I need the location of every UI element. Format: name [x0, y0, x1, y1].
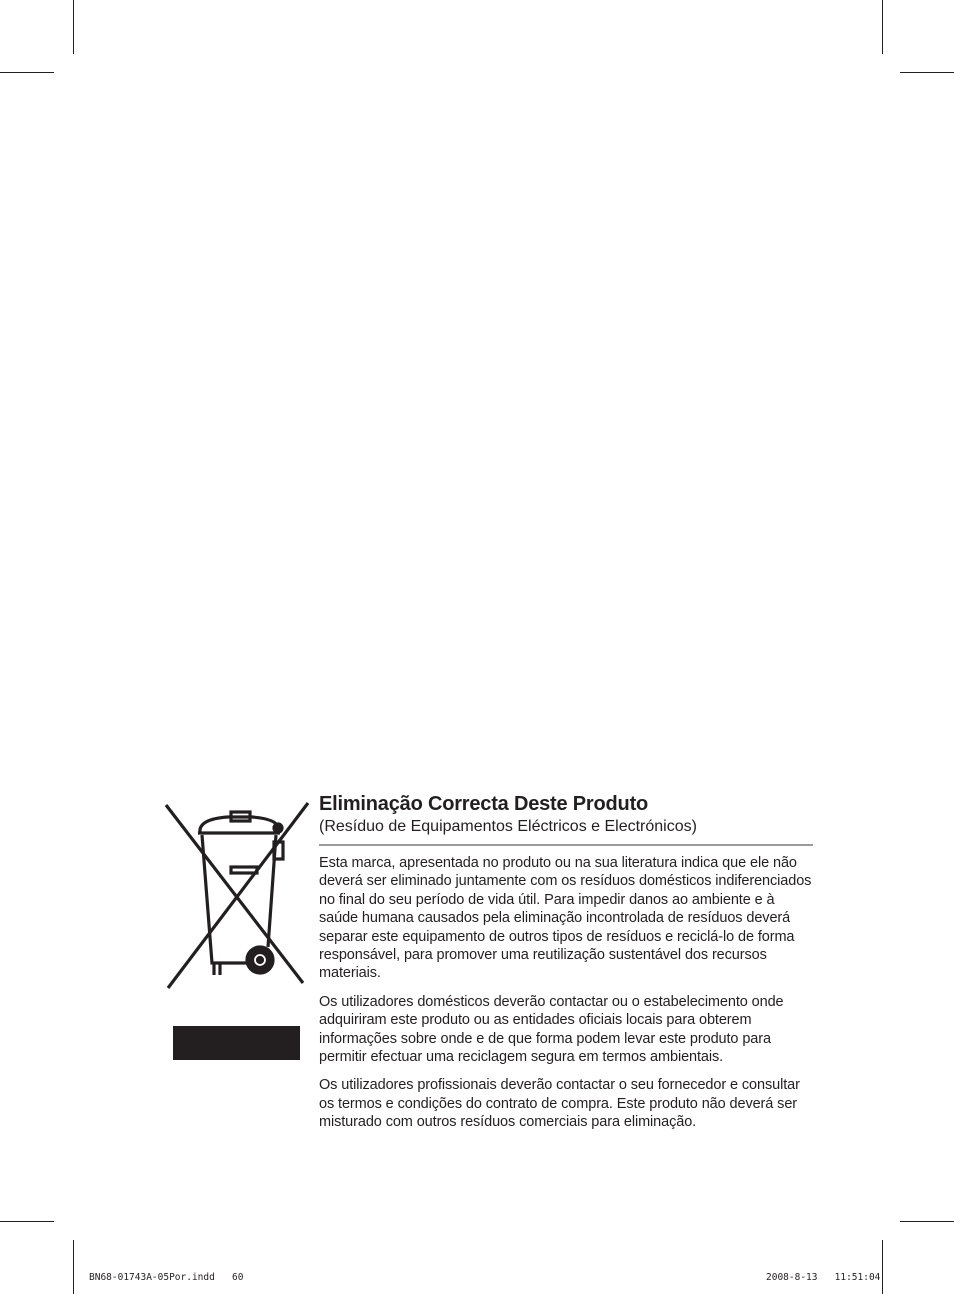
crop-mark [73, 0, 74, 54]
black-bar [173, 1026, 300, 1060]
slug-filename: BN68-01743A-05Por.indd 60 [89, 1272, 244, 1283]
disposal-notice [319, 792, 813, 1132]
notice-subtitle: (Resíduo de Equipamentos Eléctricos e Electrónicos) [319, 818, 697, 835]
notice-title: Eliminação Correcta Deste Produto [319, 793, 649, 815]
crop-mark [882, 0, 883, 54]
divider [319, 844, 813, 846]
slug-datetime: 2008-8-13 11:51:04 [766, 1272, 881, 1283]
crop-mark [0, 72, 54, 73]
crop-mark [0, 1221, 54, 1222]
notice-paragraph: Os utilizadores profissionais deverão contactar o seu fornecedor e consultar os termos e condições do contrato de compra. Este produto não deverá ser misturado com outros resíduos comerciais para eliminação. [319, 1077, 800, 1131]
crop-mark [900, 1221, 954, 1222]
crop-mark [73, 1240, 74, 1294]
notice-paragraph: Os utilizadores domésticos deverão contactar ou o estabelecimento onde adquiriram este produto ou as entidades oficiais locais para obterem informações sobre onde e de que forma podem levar este produto para permitir efectuar uma reciclagem segura em termos ambientais. [319, 993, 784, 1066]
crop-mark [900, 72, 954, 73]
crossed-out-wheeled-bin-icon [160, 795, 310, 995]
crop-mark [882, 1240, 883, 1294]
notice-paragraph: Esta marca, apresentada no produto ou na sua literatura indica que ele não deverá ser eliminado juntamente com os resíduos domésticos indiferenciados no final do seu período de vida útil. Para impedir danos ao ambiente e à saúde humana causados pela eliminação incontrolada de resíduos deverá separar este equipamento de outros tipos de resíduos e reciclá-lo de forma responsável, para promover uma reutilização sustentável dos recursos materiais. [319, 855, 812, 982]
